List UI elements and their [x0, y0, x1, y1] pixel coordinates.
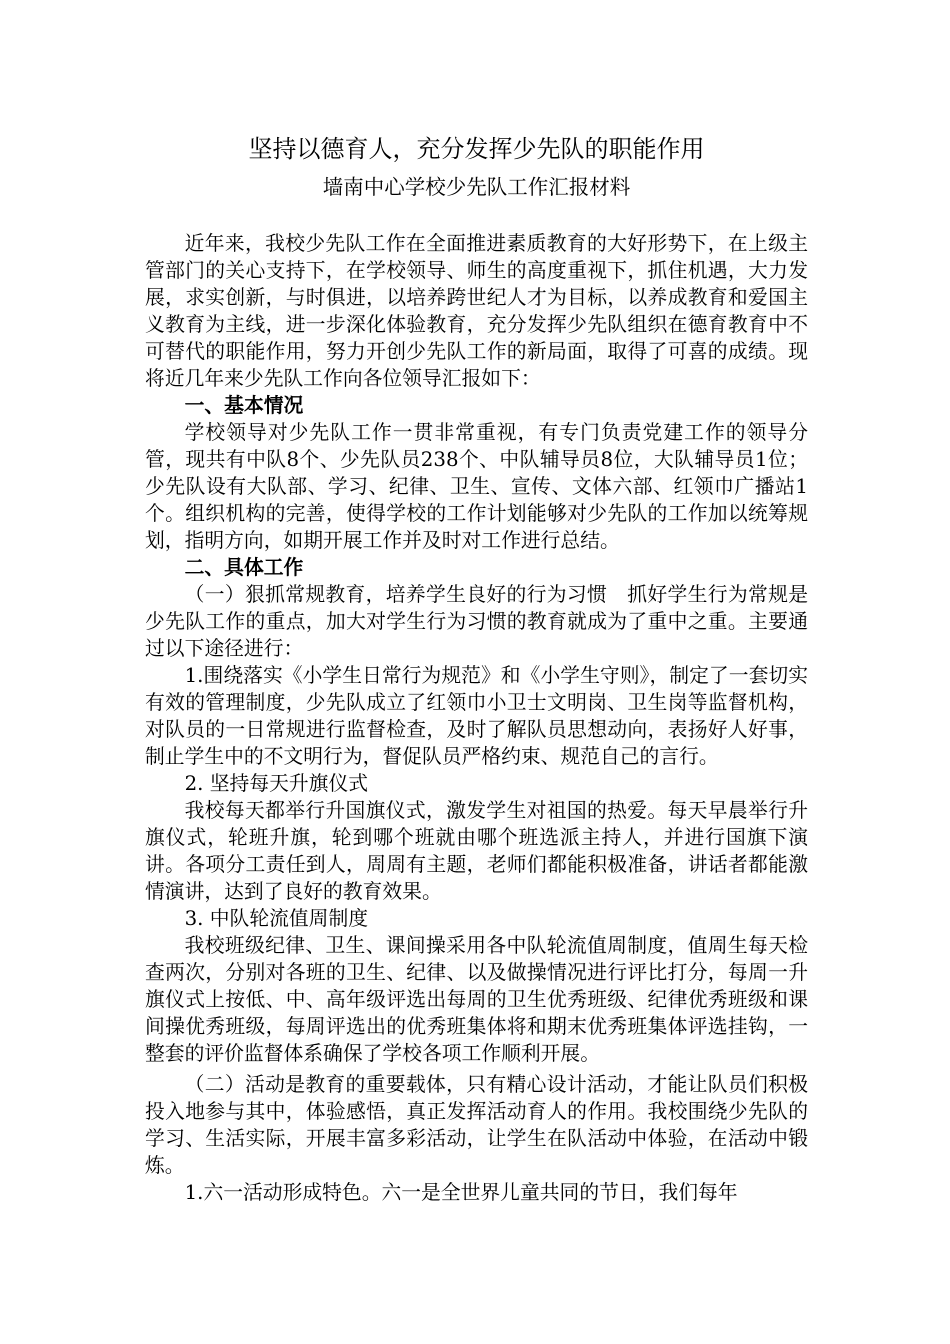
part-two-paragraph: （二）活动是教育的重要载体，只有精心设计活动，才能让队员们积极投入地参与其中，体验感悟，真正发挥活动育人的作用。我校围绕少先队的学习、生活实际，开展丰富多彩活动，让学生在队活动中体验，在活动中锻炼。 — [145, 1073, 808, 1177]
document-page — [145, 132, 808, 1206]
document-subtitle: 墙南中心学校少先队工作汇报材料 — [322, 175, 631, 199]
document-title: 坚持以德育人，充分发挥少先队的职能作用 — [248, 135, 705, 163]
item-two-paragraph: 我校每天都举行升国旗仪式，激发学生对祖国的热爱。每天早晨举行升旗仪式，轮班升旗，轮到哪个班就由哪个班选派主持人，并进行国旗下演讲。各项分工责任到人，周周有主题，老师们都能积极准备，讲话者都能激情演讲，达到了良好的教育效果。 — [145, 799, 808, 903]
section-paragraph-basic: 学校领导对少先队工作一贯非常重视，有专门负责党建工作的领导分管，现共有中队8个、少先队员238个、中队辅导员8位，大队辅导员1位；少先队设有大队部、学习、纪律、卫生、宣传、文体六部、红领巾广播站1个。组织机构的完善，使得学校的工作计划能够对少先队的工作加以统筹规划，指明方向，如期开展工作并及时对工作进行总结。 — [145, 421, 808, 552]
item-four-paragraph: 1.六一活动形成特色。六一是全世界儿童共同的节日，我们每年 — [184, 1181, 738, 1204]
item-three-heading: 3. 中队轮流值周制度 — [184, 907, 369, 930]
part-one-paragraph: （一）狠抓常规教育，培养学生良好的行为习惯 抓好学生行为常规是少先队工作的重点，加大对学生行为习惯的教育就成为了重中之重。主要通过以下途径进行： — [145, 583, 808, 660]
intro-paragraph: 近年来，我校少先队工作在全面推进素质教育的大好形势下，在上级主管部门的关心支持下，在学校领导、师生的高度重视下，抓住机遇，大力发展，求实创新，与时俱进，以培养跨世纪人才为目标，以养成教育和爱国主义教育为主线，进一步深化体验教育，充分发挥少先队组织在德育教育中不可替代的职能作用，努力开创少先队工作的新局面，取得了可喜的成绩。现将近几年来少先队工作向各位领导汇报如下： — [145, 232, 808, 390]
item-two-heading: 2. 坚持每天升旗仪式 — [184, 772, 369, 795]
section-heading-work: 二、具体工作 — [184, 556, 304, 579]
item-one-paragraph: 1.围绕落实《小学生日常行为规范》和《小学生守则》，制定了一套切实有效的管理制度，少先队成立了红领巾小卫士文明岗、卫生岗等监督机构，对队员的一日常规进行监督检查，及时了解队员思想动向，表扬好人好事，制止学生中的不文明行为，督促队员严格约束、规范自己的言行。 — [145, 664, 808, 768]
section-heading-basic: 一、基本情况 — [184, 394, 304, 417]
item-three-paragraph: 我校班级纪律、卫生、课间操采用各中队轮流值周制度，值周生每天检查两次，分别对各班的卫生、纪律、以及做操情况进行评比打分，每周一升旗仪式上按低、中、高年级评选出每周的卫生优秀班级、纪律优秀班级和课间操优秀班级，每周评选出的优秀班集体将和期末优秀班集体评选挂钩，一整套的评价监督体系确保了学校各项工作顺利开展。 — [145, 934, 808, 1065]
